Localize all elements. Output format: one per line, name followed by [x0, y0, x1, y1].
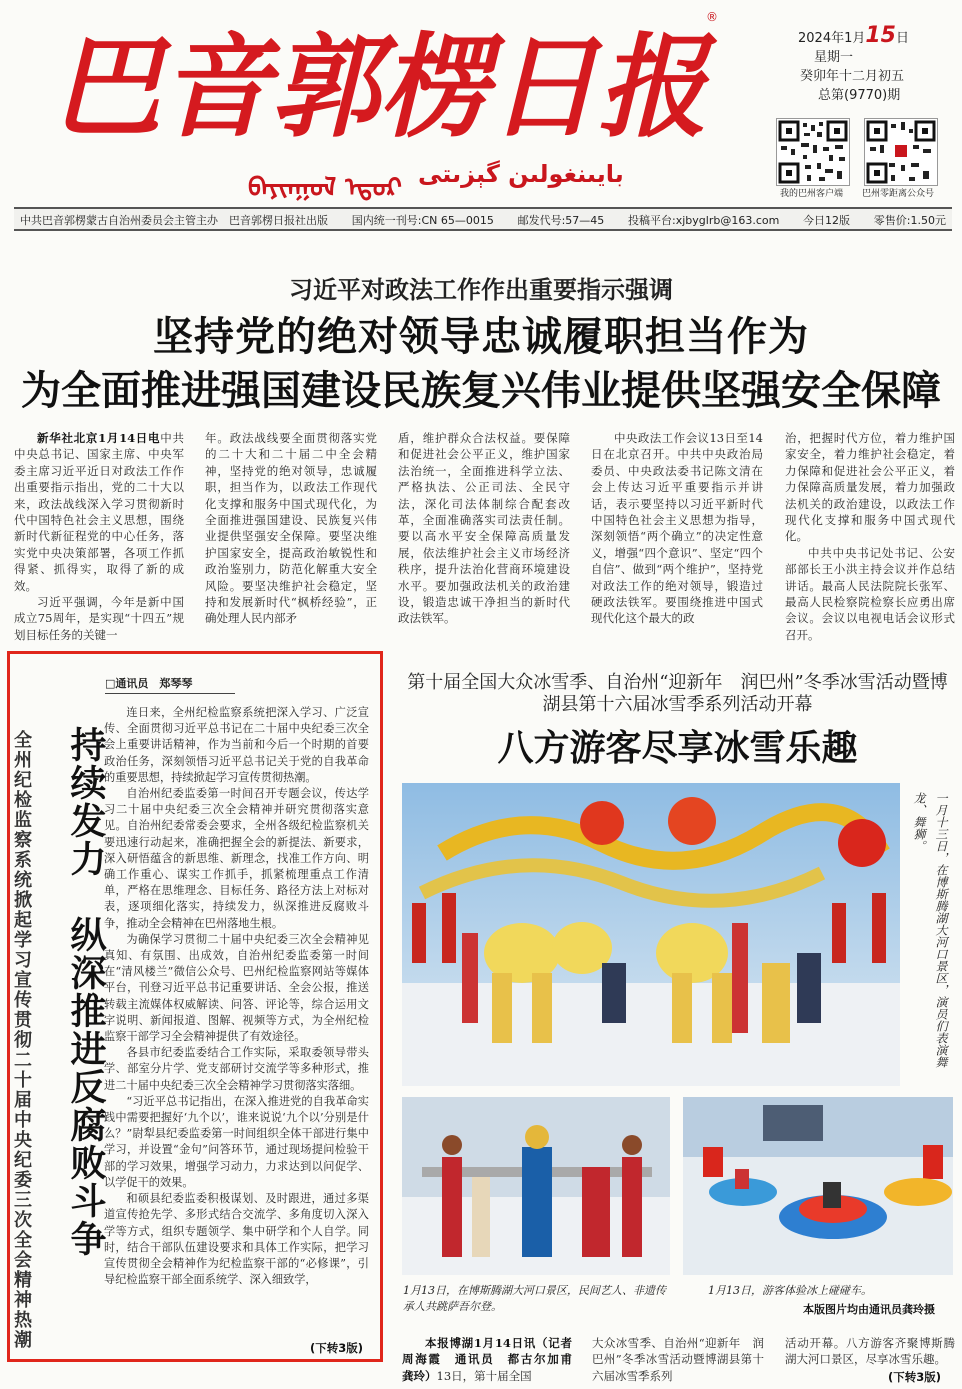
masthead-logo: [52, 18, 718, 153]
mongolian-title: ᠪᠠᠶᠢᠨᠭᠣᠯ ᠡᠳᠦᠷ: [248, 173, 402, 203]
lead-col1-p2: 习近平强调，今年是新中国成立75周年，是实现“十四五”规划目标任务的关键一: [14, 595, 184, 642]
bumper-car-caption: 1月13日，游客体验冰上碰碰车。: [708, 1284, 872, 1297]
left-byline: □通讯员 郑琴琴: [105, 675, 235, 694]
info-bar: [14, 207, 952, 231]
feature-jump[interactable]: (下转3版): [888, 1370, 942, 1384]
photo-folk-dance: [402, 1097, 670, 1275]
qr-code-wechat[interactable]: [864, 118, 938, 186]
lead-dateline: 新华社北京1月14日电: [37, 431, 161, 445]
uyghur-title: بايىنغولىن گېزىتى: [418, 160, 624, 188]
lead-kicker: 习近平对政法工作作出重要指示强调: [289, 275, 673, 304]
photo-dragon-lion-dance: [402, 783, 900, 1086]
date-day: 15: [865, 23, 896, 48]
lunar-date: 癸卯年十二月初五: [800, 69, 905, 84]
photo-ice-bumper-cars: [683, 1097, 953, 1275]
feature-column-2: 大众冰雪季、自治州“迎新年 润巴州”冬季冰雪活动暨博湖县第十六届冰雪季系列: [592, 1336, 764, 1383]
feature-headline: 八方游客尽享冰雪乐趣: [497, 728, 858, 769]
lead-column-4: 中央政法工作会议13日至14日在北京召开。中共中央政治局委员、中央政法委书记陈文清在会上传达习近平重要指示并讲话，表示要坚持以习近平新时代中国特色社会主义思想为指导，深刻领悟“两个确立”的决定性意义，增强“四个意识”、坚定“四个自信”、做到“两个维护”，坚持党对政法工作的绝对领导，锻造过硬政法铁军。要围绕推进中国式现代化这个最大的政: [591, 431, 763, 626]
weekday: 星期一: [814, 50, 854, 65]
photo-credit: 本版图片均由通讯员龚玲摄: [803, 1303, 935, 1316]
left-jump[interactable]: (下转3版): [310, 1341, 364, 1355]
folk-dance-caption: 1月13日，在博斯腾湖大河口景区，民间艺人、非遗传承人共跳萨吾尔登。: [403, 1284, 666, 1313]
lead-column-3: 盾，维护群众合法权益。要保障和促进社会公平正义，维护国家法治统一，全面推进科学立法、严格执法、公正司法、全民守法，深化司法体制综合配套改革，全面准确落实司法责任制。要以高水平安全保障高质量发展，依法维护社会主义市场经济秩序，提升法治化营商环境建设水平。要加强政法机关的政治建设，锻造忠诚干净担当的新时代政法铁军。: [398, 431, 570, 626]
lead-headline-2: 为全面推进强国建设民族复兴伟业提供坚强安全保障: [21, 368, 941, 414]
price: 零售价:1.50元: [873, 214, 946, 227]
date-block: [778, 23, 938, 105]
cn-number: 国内统一刊号:CN 65—0015: [351, 214, 494, 227]
feature-column-1: 本报博湖1月14日讯（记者 周海霞 通讯员 都古尔加甫 龚玲）13日，第十届全国: [402, 1336, 584, 1383]
lead-column-2: 年。政法战线要全面贯彻落实党的二十大和二十届二中全会精神，坚持党的绝对领导，忠诚履职，担当作为，以政法工作现代化支撑和服务中国式现代化，为全面推进强国建设、民族复兴伟业提供坚强安全保障。要坚决维护国家安全，提高政治敏锐性和政治鉴别力，防范化解重大安全风险。要坚决维护社会稳定，坚持和发展新时代“枫桥经验”，正确处理人民内部矛: [205, 431, 377, 626]
lead-column-1: 新华社北京1月14日电中共中央总书记、国家主席、中央军委主席习近平近日对政法工作作出重要指示指出，党的二十大以来，政法战线深入学习贯彻新时代中国特色社会主义思想，围绕新时代新征程党的中心任务，落实党中央决策部署，各项工作抓得紧、抓得实，取得了新的成效。 习近平强调，今年是新中国成立75周年，是实现“十四五”规划目标任务的关键一: [14, 431, 184, 642]
page-count: 今日12版: [803, 214, 851, 227]
feature-column-3: 活动开幕。八方游客齐聚博斯腾湖大河口景区，尽享冰雪乐趣。: [785, 1336, 955, 1367]
post-code: 邮发代号:57—45: [517, 214, 605, 227]
registered-mark: ®: [706, 10, 718, 24]
left-story-body: 连日来，全州纪检监察系统把深入学习、广泛宣传、全面贯彻习近平总书记在二十届中央纪委三次全会上重要讲话精神，作为当前和今后一个时期的首要政治任务，深刻领悟习近平总书记关于党的自我革命的重要思想，持续掀起学习宣传贯彻热潮。 自治州纪委监委第一时间召开专题会议，传达学习二十届中央纪委三次全会精神并研究贯彻落实意见。自治州纪委常委会要求，全州各级纪检监察机关要迅速行动起来，准确把握全会的新提法、新要求，深入研悟蕴含的新思维、新理念，找准工作方向、明确工作重心、谋实工作抓手，抓紧梳理重点工作清单，严格在思维理念、目标任务、路径方法上对标对表，逐项细化落实，持续发力，纵深推进反腐败斗争，推动全会精神在巴州落地生根。 为确保学习贯彻二十届中央纪委三次全会精神见真知、有氛围、出成效，自治州纪委监委第一时间在“清风楼兰”微信公众号、巴州纪检监察网站等媒体平台，刊登习近平总书记重要讲话、全会公报，推送转载主流媒体权威解读、问答、评论等，综合运用文字说明、新闻报道、图解、视频等方式，为全州纪检监察干部学习全会精神提供了有效途径。 各县市纪委监委结合工作实际，采取委领导带头学、部室分片学、党支部研讨交流学等多种形式，推进二十届中央纪委三次全会精神学习贯彻落实落细。 “习近平总书记指出，在深入推进党的自我革命实践中需要把握好‘九个以’，谁来说说‘九个以’分别是什么？”尉犁县纪委监委第一时间组织全体干部进行集中学习，并设置“金句”问答环节，通过现场提问检验干部的学习效果，增强学习动力，力求达到以问促学、以学促干的效果。 和硕县纪委监委积极谋划、及时跟进，通过多渠道宣传抢先学、多形式结合交流学、多角度切入深入学等方式，组织专题领学、集中研学和个人自学。同时，结合干部队伍建设要求和具体工作实际，把学习宣传贯彻全会精神作为纪检监察干部的“必修课”，引导纪检监察干部全面系统学、深入细致学，: [104, 706, 369, 1287]
left-headline: 持续发力 纵深推进反腐败斗争: [65, 726, 106, 1258]
submission-email[interactable]: 投稿平台:xjbyglrb@163.com: [628, 214, 780, 227]
issue-number: 总第(9770)期: [818, 88, 901, 103]
sponsor-info: 中共巴音郭楞蒙古自治州委员会主管主办 巴音郭楞日报社出版: [20, 214, 328, 227]
qr-code-app[interactable]: [776, 118, 850, 186]
lead-headline-1: 坚持党的绝对领导忠诚履职担当作为: [153, 314, 809, 360]
qr-wechat-label: 巴州零距离公众号: [862, 189, 935, 199]
feature-dateline: 本报博湖1月14日讯（记者 周海霞 通讯员 都古尔加甫 龚玲）: [402, 1336, 584, 1383]
issue-date: 2024年1月15日: [798, 23, 909, 48]
feature-kicker: 第十届全国大众冰雪季、自治州“迎新年 润巴州”冬季冰雪活动暨博湖县第十六届冰雪季系列活动开幕: [407, 672, 948, 715]
main-photo-caption: 一月十三日，在博斯腾湖大河口景区，演员们表演舞龙、舞狮。: [912, 792, 948, 1068]
left-kicker: 全州纪检监察系统掀起学习宣传贯彻二十届中央纪委三次全会精神热潮: [11, 730, 32, 1350]
masthead-title: 巴音郭楞日报: [52, 23, 718, 153]
lead-column-5: 治，把握时代方位，着力维护国家安全，着力维护社会稳定，着力保障和促进社会公平正义，着力保障高质量发展，着力加强政法机关的政治建设，以政法工作现代化支撑和服务中国式现代化。 中共中央书记处书记、公安部部长王小洪主持会议并作总结讲话。最高人民法院院长张军、最高人民检察院检察长应勇出席会议。会议以电视电话会议形式召开。: [785, 431, 955, 642]
qr-app-label: 我的巴州客户端: [780, 189, 844, 199]
